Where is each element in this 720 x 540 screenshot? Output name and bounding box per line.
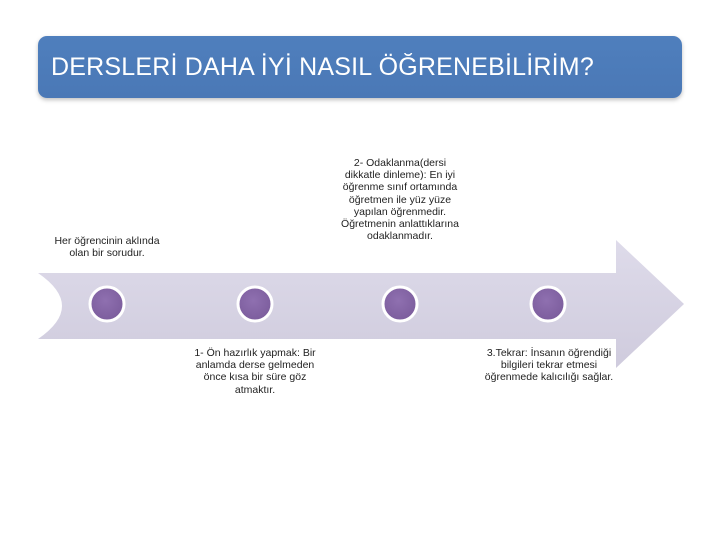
step-caption-question: Her öğrencinin aklında olan bir sorudur.	[54, 235, 160, 260]
step-caption-repetition: 3.Tekrar: İnsanın öğrendiği bilgileri tekrar etmesi öğrenmede kalıcılığı sağlar.	[484, 347, 614, 384]
timeline-node	[90, 287, 124, 321]
timeline-node	[531, 287, 565, 321]
timeline-node	[238, 287, 272, 321]
step-caption-preparation: 1- Ön hazırlık yapmak: Bir anlamda derse gelmeden önce kısa bir süre göz atmaktır.	[194, 347, 316, 396]
step-caption-focus: 2- Odaklanma(dersi dikkatle dinleme): En iyi öğrenme sınıf ortamında öğretmen ile yüz yüze yapılan öğrenmedir. Öğretmenin anlattıklarına odaklanmadır.	[341, 157, 459, 243]
timeline-node	[383, 287, 417, 321]
page-title: DERSLERİ DAHA İYİ NASIL ÖĞRENEBİLİRİM?	[51, 52, 594, 81]
